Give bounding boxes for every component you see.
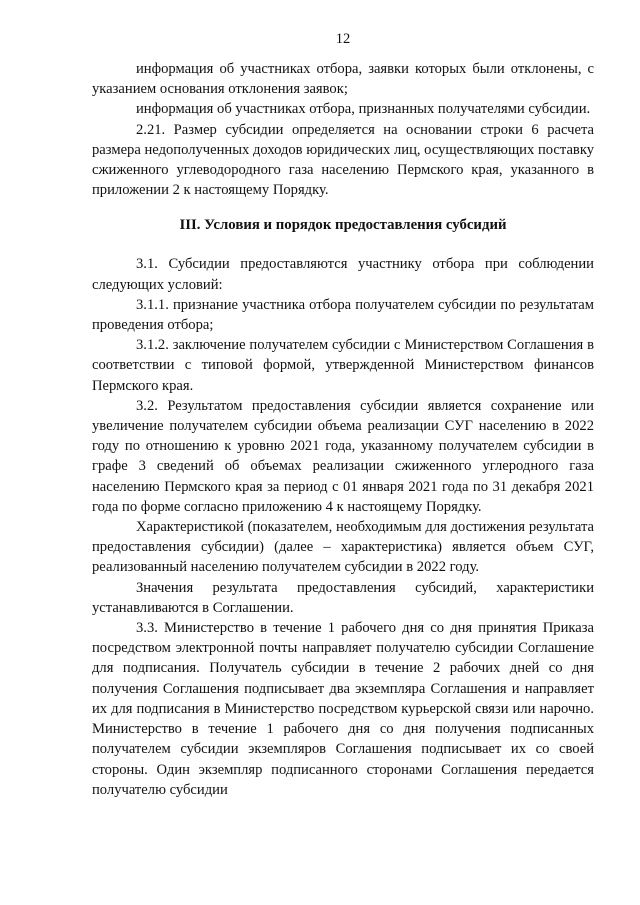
paragraph-result-values: Значения результата предоставления субсидий, характеристики устанавливаются в Соглашении.	[92, 579, 594, 616]
paragraph-3-1-1: 3.1.1. признание участника отбора получателем субсидии по результатам проведения отбора;	[92, 296, 594, 334]
page-number: 12	[335, 31, 351, 47]
paragraph-3-1-2: 3.1.2. заключение получателем субсидии с Министерством Соглашения в соответствии с типовой формой, утвержденной Министерством финансов Пермского края.	[92, 337, 594, 394]
paragraph-3-3: 3.3. Министерство в течение 1 рабочего дня со дня принятия Приказа посредством электронной почты направляет получателю субсидии Соглашение для подписания. Получатель субсидии в течение 2 рабочих дней со дня получения Соглашения подписывает два экземпляра Соглашения и направляет их для подписания в Министерство посредством курьерской связи или нарочно. Министерство в течение 1 рабочего дня со дня получения подписанных получателем субсидии экземпляров Соглашения подписывает их со своей стороны. Один экземпляр подписанного сторонами Соглашения передается получателю субсидии	[92, 620, 594, 798]
paragraph-recipients-info: информация об участниках отбора, признанных получателями субсидии.	[136, 101, 591, 118]
paragraph-rejected-participants-info: информация об участниках отбора, заявки которых были отклонены, с указанием основания отклонения заявок;	[92, 61, 594, 98]
paragraph-characteristic: Характеристикой (показателем, необходимым для достижения результата предоставления субсидии) (далее – характеристика) является объем СУГ, реализованный населению получателем субсидии в 2022 году.	[92, 519, 594, 576]
paragraph-3-2: 3.2. Результатом предоставления субсидии является сохранение или увеличение получателем субсидии объема реализации СУГ населению в 2022 году по отношению к уровню 2021 года, указанному получателем субсидии в графе 3 сведений об объемах реализации сжиженного углеродного газа населению Пермского края за период с 01 января 2021 года по 31 декабря 2021 года по форме согласно приложению 4 к настоящему Порядку.	[92, 397, 594, 515]
section-heading: III. Условия и порядок предоставления субсидий	[179, 217, 507, 234]
paragraph-2-21: 2.21. Размер субсидии определяется на основании строки 6 расчета размера недополученных доходов юридических лиц, осуществляющих поставку сжиженного углеводородного газа населению Пермского края, указанного в приложении 2 к настоящему Порядку.	[92, 121, 594, 199]
paragraph-3-1: 3.1. Субсидии предоставляются участнику отбора при соблюдении следующих условий:	[92, 256, 594, 293]
